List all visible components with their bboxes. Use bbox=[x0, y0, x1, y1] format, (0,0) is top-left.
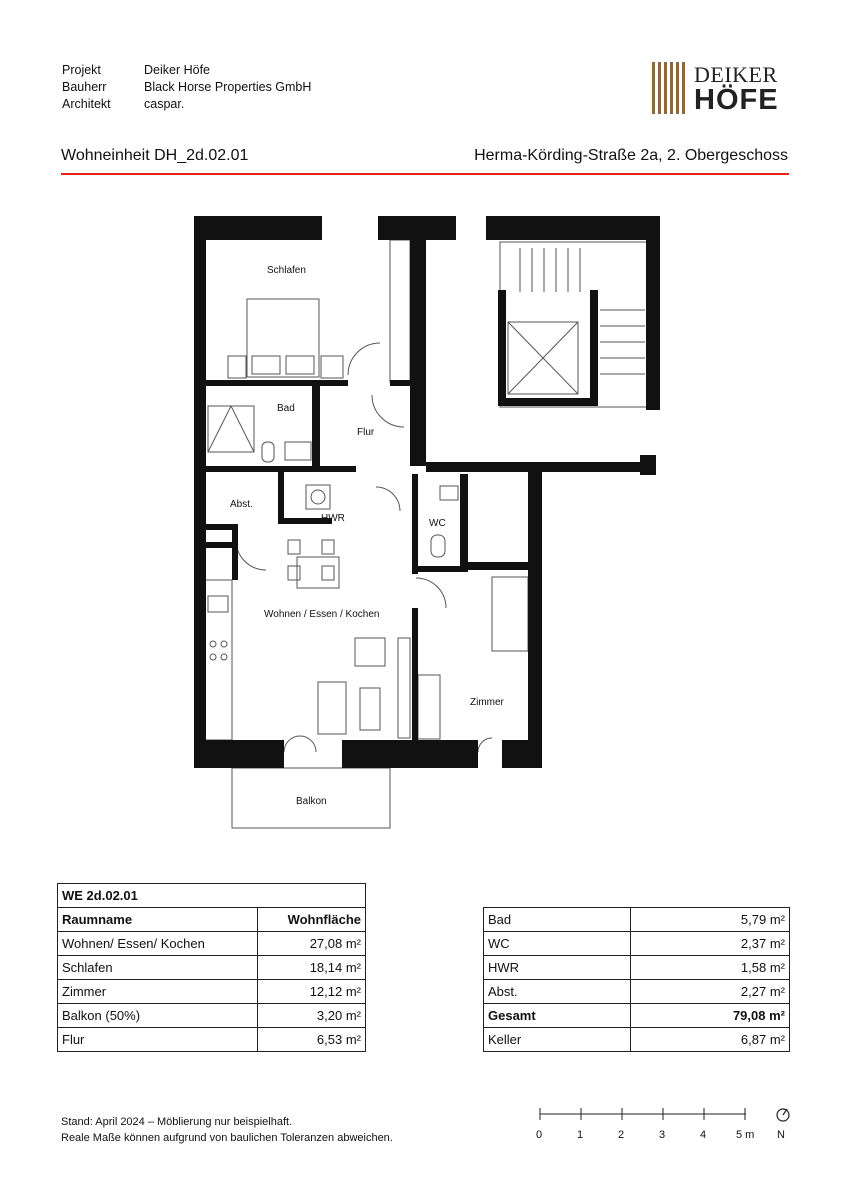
logo-line-2: HÖFE bbox=[694, 84, 779, 116]
table-row bbox=[484, 956, 790, 980]
col-header-area: Wohnfläche bbox=[257, 908, 365, 932]
meta-key-projekt: Projekt bbox=[62, 63, 101, 77]
table-row bbox=[58, 1004, 366, 1028]
row-name: WC bbox=[484, 932, 631, 956]
table-row-total bbox=[484, 1004, 790, 1028]
row-name: Balkon (50%) bbox=[58, 1004, 258, 1028]
room-label-wc: WC bbox=[429, 518, 446, 529]
row-name: Wohnen/ Essen/ Kochen bbox=[58, 932, 258, 956]
row-name: Zimmer bbox=[58, 980, 258, 1004]
row-name: Abst. bbox=[484, 980, 631, 1004]
table-row bbox=[58, 956, 366, 980]
row-name: Flur bbox=[58, 1028, 258, 1052]
unit-title: Wohneinheit DH_2d.02.01 bbox=[61, 147, 249, 164]
meta-key-bauherr: Bauherr bbox=[62, 80, 107, 94]
row-area: 2,37 m² bbox=[631, 932, 790, 956]
table-row bbox=[58, 932, 366, 956]
north-indicator bbox=[774, 1106, 794, 1144]
room-label-bad: Bad bbox=[277, 403, 295, 414]
row-name: Keller bbox=[484, 1028, 631, 1052]
table-row bbox=[484, 932, 790, 956]
room-label-balkon: Balkon bbox=[296, 796, 327, 807]
unit-address: Herma-Körding-Straße 2a, 2. Obergeschoss bbox=[474, 147, 788, 164]
room-label-zimmer: Zimmer bbox=[470, 697, 504, 708]
row-name: Schlafen bbox=[58, 956, 258, 980]
row-name: Bad bbox=[484, 908, 631, 932]
room-label-abst: Abst. bbox=[230, 499, 253, 510]
scale-label: 2 bbox=[618, 1129, 625, 1141]
row-area: 27,08 m² bbox=[257, 932, 365, 956]
row-area: 5,79 m² bbox=[631, 908, 790, 932]
table-row bbox=[484, 980, 790, 1004]
room-label-wohnen: Wohnen / Essen / Kochen bbox=[264, 609, 380, 620]
meta-key-architekt: Architekt bbox=[62, 97, 111, 111]
row-area: 12,12 m² bbox=[257, 980, 365, 1004]
scale-bar bbox=[536, 1104, 756, 1144]
row-name: Gesamt bbox=[484, 1004, 631, 1028]
footer-note-1: Stand: April 2024 – Möblierung nur beispielhaft. bbox=[61, 1116, 293, 1128]
room-label-hwr: HWR bbox=[321, 513, 345, 524]
row-name: HWR bbox=[484, 956, 631, 980]
row-area: 6,53 m² bbox=[257, 1028, 365, 1052]
room-table-right bbox=[483, 907, 790, 1052]
table-row bbox=[484, 1028, 790, 1052]
row-area: 1,58 m² bbox=[631, 956, 790, 980]
table-title: WE 2d.02.01 bbox=[58, 884, 366, 908]
col-header-name: Raumname bbox=[58, 908, 258, 932]
row-area: 79,08 m² bbox=[631, 1004, 790, 1028]
room-label-flur: Flur bbox=[357, 427, 375, 438]
row-area: 18,14 m² bbox=[257, 956, 365, 980]
row-area: 3,20 m² bbox=[257, 1004, 365, 1028]
logo-line-1: DEIKER bbox=[694, 62, 778, 87]
scale-label: 0 bbox=[536, 1129, 543, 1141]
scale-label: 4 bbox=[700, 1129, 707, 1141]
meta-value-bauherr: Black Horse Properties GmbH bbox=[144, 80, 312, 94]
north-arrow-icon bbox=[774, 1106, 794, 1124]
room-label-schlafen: Schlafen bbox=[267, 265, 306, 276]
north-label: N bbox=[777, 1129, 785, 1141]
scale-label: 3 bbox=[659, 1129, 666, 1141]
row-area: 6,87 m² bbox=[631, 1028, 790, 1052]
scale-ruler-icon bbox=[536, 1104, 756, 1124]
scale-label: 5 m bbox=[736, 1129, 755, 1141]
row-area: 2,27 m² bbox=[631, 980, 790, 1004]
table-row bbox=[58, 980, 366, 1004]
room-table-left bbox=[57, 883, 366, 1052]
table-row bbox=[58, 1028, 366, 1052]
meta-value-architekt: caspar. bbox=[144, 97, 185, 111]
meta-value-projekt: Deiker Höfe bbox=[144, 63, 210, 77]
scale-label: 1 bbox=[577, 1129, 584, 1141]
footer-note-2: Reale Maße können aufgrund von baulichen Toleranzen abweichen. bbox=[61, 1132, 393, 1144]
table-row bbox=[484, 908, 790, 932]
